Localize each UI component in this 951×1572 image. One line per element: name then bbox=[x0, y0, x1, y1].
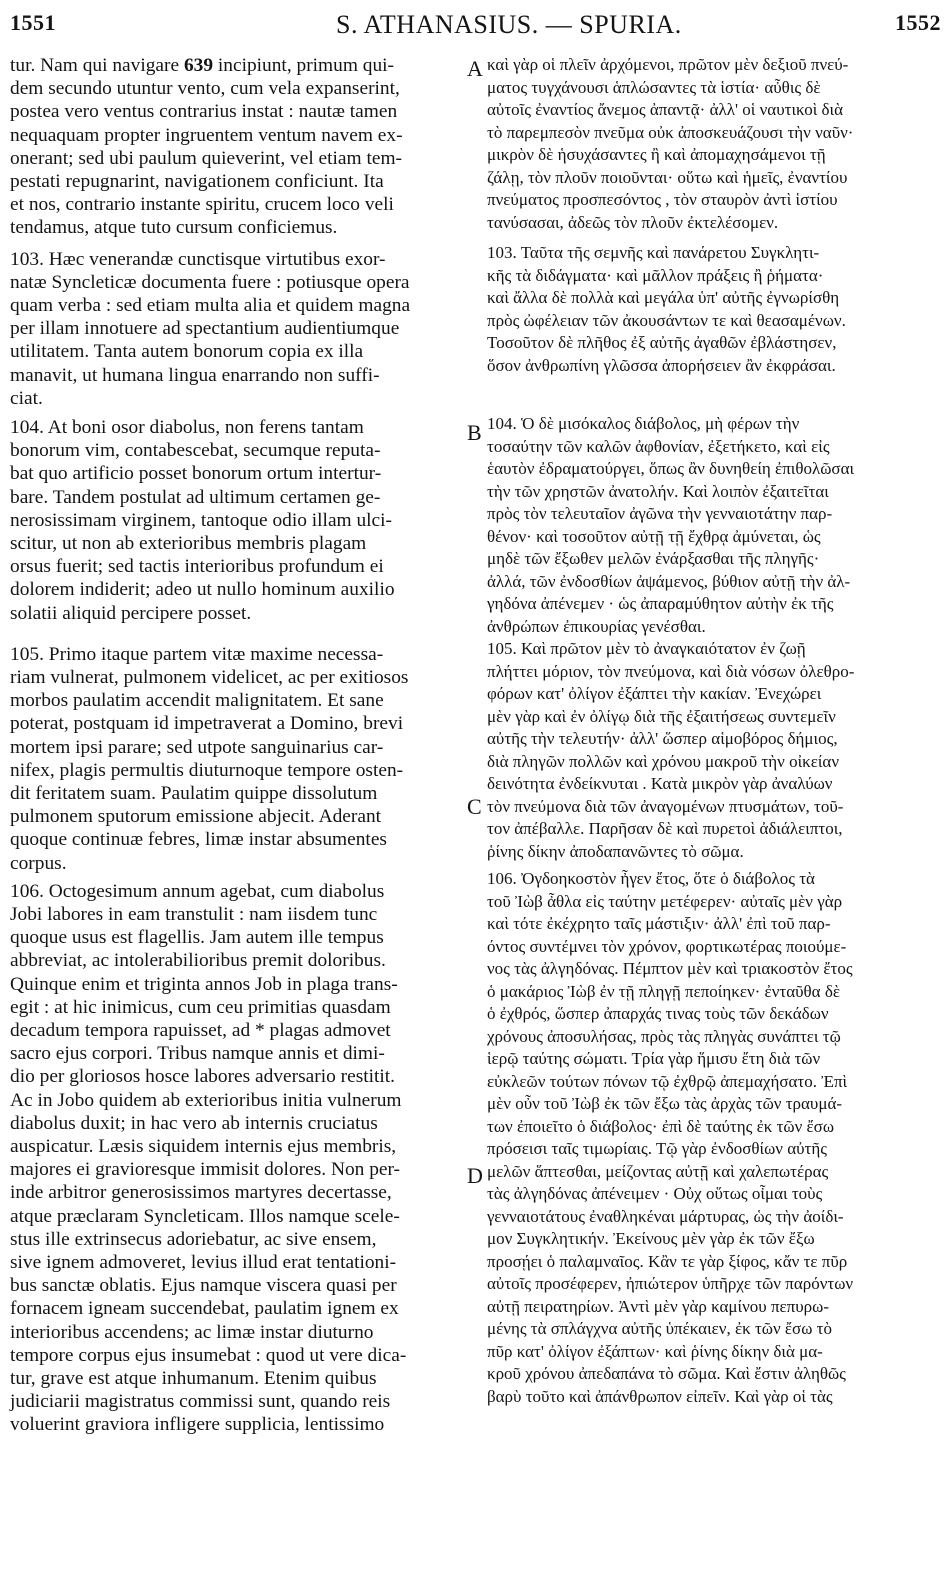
latin-line: dio per gloriosos hosce labores adversario restitit. bbox=[10, 1066, 396, 1088]
greek-line: φόρων κατ' ὀλίγον ἐξάπτει τὴν κακίαν. Ἐνεχώρει bbox=[487, 684, 822, 703]
latin-line: auspicatur. Læsis siquidem internis ejus membris, bbox=[10, 1136, 397, 1157]
margin-letter-b: B bbox=[467, 420, 482, 445]
latin-line: bus sanctæ oblatis. Ejus namque viscera quasi per bbox=[10, 1275, 397, 1297]
latin-line: 104. At boni osor diabolus, non ferens tantam bbox=[10, 417, 364, 438]
margin-letter-c: C bbox=[467, 794, 482, 819]
greek-line: αὐτοῖς ἐναντίος ἄνεμος ἀπαντᾷ· ἀλλ' οἱ ναυτικοὶ διὰ bbox=[487, 100, 844, 119]
latin-line: nerosissimam virginem, tantoque odio illam ulci- bbox=[10, 509, 393, 531]
latin-line: dit feritatem suam. Paulatim quippe dissolutum bbox=[10, 783, 378, 804]
latin-line: riam vulnerat, pulmonem videlicet, ac per exitiosos bbox=[10, 667, 409, 688]
greek-line: πρὸς τὸν τελευταῖον ἀγῶνα τὴν γενναιοτάτην παρ- bbox=[487, 504, 833, 523]
greek-line: βαρὺ τοῦτο καὶ ἀπάνθρωπον εἰπεῖν. Καὶ γὰρ οἱ τὰς bbox=[487, 1386, 833, 1406]
greek-line: 105. Καὶ πρῶτον μὲν τὸ ἀναγκαιότατον ἐν ζωῇ bbox=[487, 639, 806, 658]
greek-line: ζάλῃ, τὸν πλοῦν ποιοῦνται· οὕτω καὶ ἡμεῖς, ἐναντίου bbox=[487, 167, 848, 187]
latin-line: Quinque enim et triginta annos Job in plaga trans- bbox=[10, 973, 398, 995]
greek-line: προσῄει ὁ παλαμναῖος. Κἂν τε γὰρ ξίφος, κἄν τε πῦρ bbox=[487, 1251, 848, 1271]
greek-line: πνεύματος προσπεσόντος , τὸν σταυρὸν ἀντὶ ἱστίου bbox=[487, 190, 838, 209]
latin-line: dolorem indiderit; adeo ut nullo hominum auxilio bbox=[10, 579, 395, 601]
greek-line: αὐτοῖς προσέφερεν, ἠπιώτερον ὑπῆρχε τῶν παρόντων bbox=[487, 1274, 854, 1293]
greek-line: τον ἀπέβαλλε. Παρῆσαν δὲ καὶ πυρετοὶ ἀδιάλειπτοι, bbox=[487, 819, 843, 838]
latin-line: scitur, ut non ab exterioribus membris plagam bbox=[10, 533, 367, 554]
greek-line: εὐκλεῶν τούτων πόνων τῷ ἐχθρῷ ἀπεμαχήσατο. Ἐπὶ bbox=[487, 1071, 848, 1091]
greek-line: αὐτῆς τὴν τελευτήν· ἀλλ' ὥσπερ αἱμοβόρος δήμιος, bbox=[487, 729, 838, 748]
greek-line: ὁ ἐχθρός, ὥσπερ ἀπαρχάς τινας τοὺς τῶν δεκάδων bbox=[487, 1004, 829, 1023]
latin-line: natæ Syncleticæ documenta fuere : potiusque opera bbox=[10, 271, 410, 293]
greek-line: τὸ παρεμπεσὸν πνεῦμα οὐκ ἀποσκευάζουσι τὴν ναῦν· bbox=[487, 122, 854, 142]
latin-line: majores ei gravioresque immisit dolores. Non per- bbox=[10, 1159, 401, 1181]
greek-line: χρόνους ἀποσυλήσας, πρὸς τὰς πληγὰς συνάπτει τῷ bbox=[487, 1026, 841, 1046]
greek-line: Τοσοῦτον δὲ πλῆθος ἐξ αὐτῆς ἀγαθῶν ἐβλάστησεν, bbox=[487, 333, 837, 352]
latin-line: egit : at hic inimicus, cum ceu primitias quasdam bbox=[10, 996, 391, 1018]
greek-line: πῦρ κατ' ὀλίγον ἐξάπτων· καὶ ῥίνης δίκην διὰ μα- bbox=[487, 1341, 823, 1361]
greek-line: μον Συγκλητικήν. Ἐκείνους μὲν γὰρ ἐκ τῶν ἔξω bbox=[487, 1229, 815, 1248]
greek-line: τοῦ Ἰὼβ ἆθλα εἰς ταύτην μετέφερεν· αὐταῖς μὲν γὰρ bbox=[487, 891, 843, 911]
margin-letter-a: A bbox=[467, 56, 483, 81]
greek-line: τὰς ἀλγηδόνας ἀπένειμεν · Οὐχ οὕτως οἶμαι τοὺς bbox=[487, 1184, 823, 1203]
latin-line: interioribus accendens; ac limæ instar diuturno bbox=[10, 1321, 374, 1343]
greek-line: τὸν πνεύμονα διὰ τῶν ἀναγομένων πτυσμάτων, τοῦ- bbox=[487, 796, 844, 816]
greek-line: 104. Ὁ δὲ μισόκαλος διάβολος, μὴ φέρων τὴν bbox=[487, 414, 800, 433]
latin-line: 106. Octogesimum annum agebat, cum diabolus bbox=[10, 880, 385, 902]
latin-line: bonorum vim, contabescebat, secumque reputa- bbox=[10, 440, 381, 462]
latin-line: diabolus duxit; in hac vero ab internis cruciatus bbox=[10, 1112, 378, 1134]
greek-line: καὶ τότε ἐκέχρητο ταῖς μάστιξιν· ἀλλ' ἐπὶ τοῦ παρ- bbox=[487, 914, 831, 933]
greek-line: τοσαύτην τῶν καλῶν ἀφθονίαν, ἐξετήκετο, καὶ εἰς bbox=[487, 436, 830, 456]
greek-line: ἀνθρώπων ἐπικουρίας γενέσθαι. bbox=[487, 616, 706, 636]
latin-line: dem secundo utuntur vento, cum vela expanserint, bbox=[10, 78, 400, 100]
latin-line: manavit, ut humana lingua enarrando non suffi- bbox=[10, 364, 380, 386]
greek-line: μικρὸν δὲ ἡσυχάσαντες ἢ καὶ ἀπομαχησάμενοι τῇ bbox=[487, 145, 826, 164]
greek-line: κροῦ χρόνου ἀπεδαπάνα τὸ σῶμα. Καὶ ἔστιν ἀληθῶς bbox=[487, 1364, 846, 1383]
greek-line: όντος συντέμνει τὸν χρόνον, φορτικωτέρας ποιούμε- bbox=[487, 936, 847, 956]
greek-line: τανύσασαι, ἀδεῶς τὸν πλοῦν ἐκτελέσομεν. bbox=[487, 212, 779, 232]
greek-line: αὐτῇ πειρατηρίων. Ἀντὶ μὲν γὰρ καμίνου πεπυρω- bbox=[487, 1296, 830, 1316]
latin-line: Ac in Jobo quidem ab exterioribus initia vulnerum bbox=[10, 1089, 402, 1111]
latin-line: et nos, contrario instante spiritu, crucem loco veli bbox=[10, 194, 394, 216]
greek-line: γενναιοτάτους ἐναθληκέναι μάρτυρας, ὡς τὴν ἀοίδι- bbox=[487, 1206, 844, 1226]
latin-line: tendamus, atque tuto cursum conficiemus. bbox=[10, 217, 338, 239]
latin-line: inde arbitror generosissimos martyres decertasse, bbox=[10, 1182, 392, 1204]
greek-line: διὰ πληγῶν πολλῶν καὶ χρόνου μακροῦ τὴν οἰκείαν bbox=[487, 751, 840, 771]
latin-line: orsus fuerit; sed tactis interioribus profundum ei bbox=[10, 556, 384, 578]
latin-line: fornacem igneam succendebat, paulatim ignem ex bbox=[10, 1298, 399, 1320]
latin-line: utilitatem. Tanta autem bonorum copia ex illa bbox=[10, 341, 364, 363]
latin-line: stus ille extrinsecus adoriebatur, ac sive ensem, bbox=[10, 1228, 377, 1250]
latin-line: tur, grave est atque inhumanum. Etenim quibus bbox=[10, 1368, 377, 1389]
latin-line: atque præclaram Syncleticam. Illos namque scele- bbox=[10, 1205, 400, 1227]
greek-line: θένον· καὶ τοσοῦτον αὐτῇ τῇ ἔχθρᾳ ἀμύνεται, ὡς bbox=[487, 526, 821, 546]
latin-line: quoque continuæ febres, limæ instar absumentes bbox=[10, 829, 387, 851]
running-title: S. ATHANASIUS. — SPURIA. bbox=[336, 10, 682, 39]
greek-line: μηδὲ τῶν ἔξωθεν μελῶν ἐνάρξασθαι τῆς πληγῆς· bbox=[487, 549, 820, 568]
right-page-number: 1552 bbox=[895, 10, 941, 35]
greek-line: ῥίνης δίκην ἀποδαπανῶντες τὸ σῶμα. bbox=[487, 841, 744, 861]
greek-line: τὴν τῶν χρηστῶν ἀνατολήν. Καὶ λοιπὸν ἐξαιτεῖται bbox=[487, 481, 829, 501]
greek-line: μὲν οὖν τοῦ Ἰὼβ ἐκ τῶν ἔξω τὰς ἀρχὰς τῶν τραυμά- bbox=[487, 1094, 843, 1113]
greek-line: δεινότητα ἐνδείκνυται . Κατὰ μικρὸν γὰρ ἀναλύων bbox=[487, 774, 833, 793]
greek-line: νος τὰς ἀλγηδόνας. Πέμπτον μὲν καὶ τριακοστὸν ἔτος bbox=[487, 959, 853, 978]
latin-line: decadum tempora rapuisset, ad * plagas admovet bbox=[10, 1020, 391, 1041]
latin-line: ciat. bbox=[10, 387, 43, 409]
latin-line: tempore corpus ejus insumebat : quod ut vere dica- bbox=[10, 1344, 407, 1366]
greek-line: μὲν γὰρ καὶ ἐν ὀλίγῳ διὰ τῆς ἐξαιτήσεως συντεμεῖν bbox=[487, 706, 836, 726]
latin-line: mortem ipsi parare; sed utpote sanguinarius car- bbox=[10, 736, 384, 758]
latin-line: nifex, plagis permultis diuturnoque tempore osten- bbox=[10, 759, 404, 781]
latin-line: postea vero ventus contrarius instat : nautæ tamen bbox=[10, 101, 398, 123]
greek-line: μελῶν ἅπτεσθαι, μείζοντας αὐτῇ καὶ χαλεπωτέρας bbox=[487, 1161, 829, 1181]
latin-line: sive ignem admoveret, levius illud erat tentationi- bbox=[10, 1252, 397, 1273]
greek-line: 103. Ταῦτα τῆς σεμνῆς καὶ πανάρετου Συγκλητι- bbox=[487, 243, 820, 262]
latin-line: per illam innotuere ad spectantium audientiumque bbox=[10, 318, 400, 340]
latin-line: bat quo artificio posset bonorum ortum intertur- bbox=[10, 463, 382, 485]
latin-line: bare. Tandem postulat ad ultimum certamen ge- bbox=[10, 486, 381, 508]
greek-line: ἀλλά, τῶν ἐνδοσθίων ἀψάμενος, βύθιον αὐτῇ τὴν ἀλ- bbox=[487, 571, 851, 591]
latin-line: solatii aliquid percipere posset. bbox=[10, 602, 252, 624]
latin-line: pestati repugnarint, navigationem conficiunt. Ita bbox=[10, 171, 384, 192]
greek-line: πλήττει μόριον, τὸν πνεύμονα, καὶ διὰ νόσων ὀλεθρο- bbox=[487, 661, 855, 681]
greek-line: ματος τυγχάνουσι ἁπλώσαντες τὰ ἱστία· αὖθις δὲ bbox=[487, 77, 821, 97]
greek-line: 106. Ὀγδοηκοστὸν ἦγεν ἔτος, ὅτε ὁ διάβολος τὰ bbox=[487, 869, 815, 888]
latin-line: onerant; sed ubi paulum quieverint, vel etiam tem- bbox=[10, 147, 403, 169]
margin-letter-d: D bbox=[467, 1163, 483, 1188]
greek-line: πρὸς ὠφέλειαν τῶν ἀκουσάντων τε καὶ θεασαμένων. bbox=[487, 310, 846, 330]
greek-line: καὶ ἄλλα δὲ πολλὰ καὶ μεγάλα ὑπ' αὐτῆς ἐγνωρίσθη bbox=[487, 288, 840, 307]
greek-line: ὅσον ἀνθρωπίνη γλῶσσα ἀπορήσειεν ἂν ἐκφράσαι. bbox=[487, 355, 836, 375]
latin-line: 103. Hæc venerandæ cunctisque virtutibus exor- bbox=[10, 248, 386, 270]
greek-line: ὁ μακάριος Ἰὼβ ἐν τῇ πληγῇ πεποίηκεν· ἐνταῦθα δὲ bbox=[487, 981, 840, 1001]
latin-line: Jobi labores in eam transtulit : nam iisdem tunc bbox=[10, 904, 378, 925]
latin-line: quam verba : sed etiam multa alia et quidem magna bbox=[10, 295, 411, 316]
latin-line: corpus. bbox=[10, 852, 67, 874]
latin-line: quoque usus est flagellis. Jam autem ille tempus bbox=[10, 927, 384, 949]
latin-line: judiciarii magistratus commissi sunt, quando reis bbox=[10, 1391, 391, 1413]
greek-line: γηδόνα ἀπένεμεν · ὡς ἀπαραμύθητον αὐτὴν ἐκ τῆς bbox=[487, 594, 834, 613]
latin-line: sacro ejus corpori. Tribus namque annis et dimi- bbox=[10, 1043, 385, 1065]
greek-line: ἑαυτὸν ἐδραματούργει, ὅπως ἂν δυνηθείη ἐπιθολῶσαι bbox=[487, 459, 855, 478]
greek-line: πρόσεισι ταῖς τιμωρίαις. Τῷ γὰρ ἐνδοσθίων αὐτῆς bbox=[487, 1139, 827, 1158]
latin-line: morbos paulatim accendit malignitatem. Et sane bbox=[10, 690, 384, 712]
latin-line: 105. Primo itaque partem vitæ maxime necessa- bbox=[10, 643, 384, 665]
latin-line: pulmonem sputorum emissione abjecit. Aderant bbox=[10, 806, 382, 828]
left-page-number: 1551 bbox=[10, 10, 56, 35]
latin-line: poterat, postquam id impetraverat a Domino, brevi bbox=[10, 713, 404, 735]
latin-line: tur. Nam qui navigare 639 incipiunt, primum qui- bbox=[10, 55, 394, 76]
greek-line: κῆς τὰ διδάγματα· καὶ μᾶλλον πράξεις ἢ ῥήματα· bbox=[487, 265, 824, 285]
greek-line: καὶ γὰρ οἱ πλεῖν ἀρχόμενοι, πρῶτον μὲν δεξιοῦ πνεύ- bbox=[487, 55, 849, 74]
latin-line: voluerint graviora infligere supplicia, lentissimo bbox=[10, 1414, 385, 1436]
latin-line: abbreviat, ac intolerabilioribus premit doloribus. bbox=[10, 950, 386, 972]
greek-line: ἱερῷ ταύτης σώματι. Τρία γὰρ ἥμισυ ἔτη διὰ τῶν bbox=[487, 1049, 821, 1068]
latin-line: nequaquam propter ingruentem ventum navem ex- bbox=[10, 124, 403, 146]
page-header bbox=[10, 10, 941, 44]
greek-line: μένης τὰ σπλάγχνα αὐτῆς ὑπέκαιεν, ἐκ τῶν ἔσω τὸ bbox=[487, 1319, 832, 1338]
greek-line: των ἐποιεῖτο ὁ διάβολος· ἐπὶ δὲ ταύτης ἐκ τῶν ἔσω bbox=[487, 1116, 835, 1136]
